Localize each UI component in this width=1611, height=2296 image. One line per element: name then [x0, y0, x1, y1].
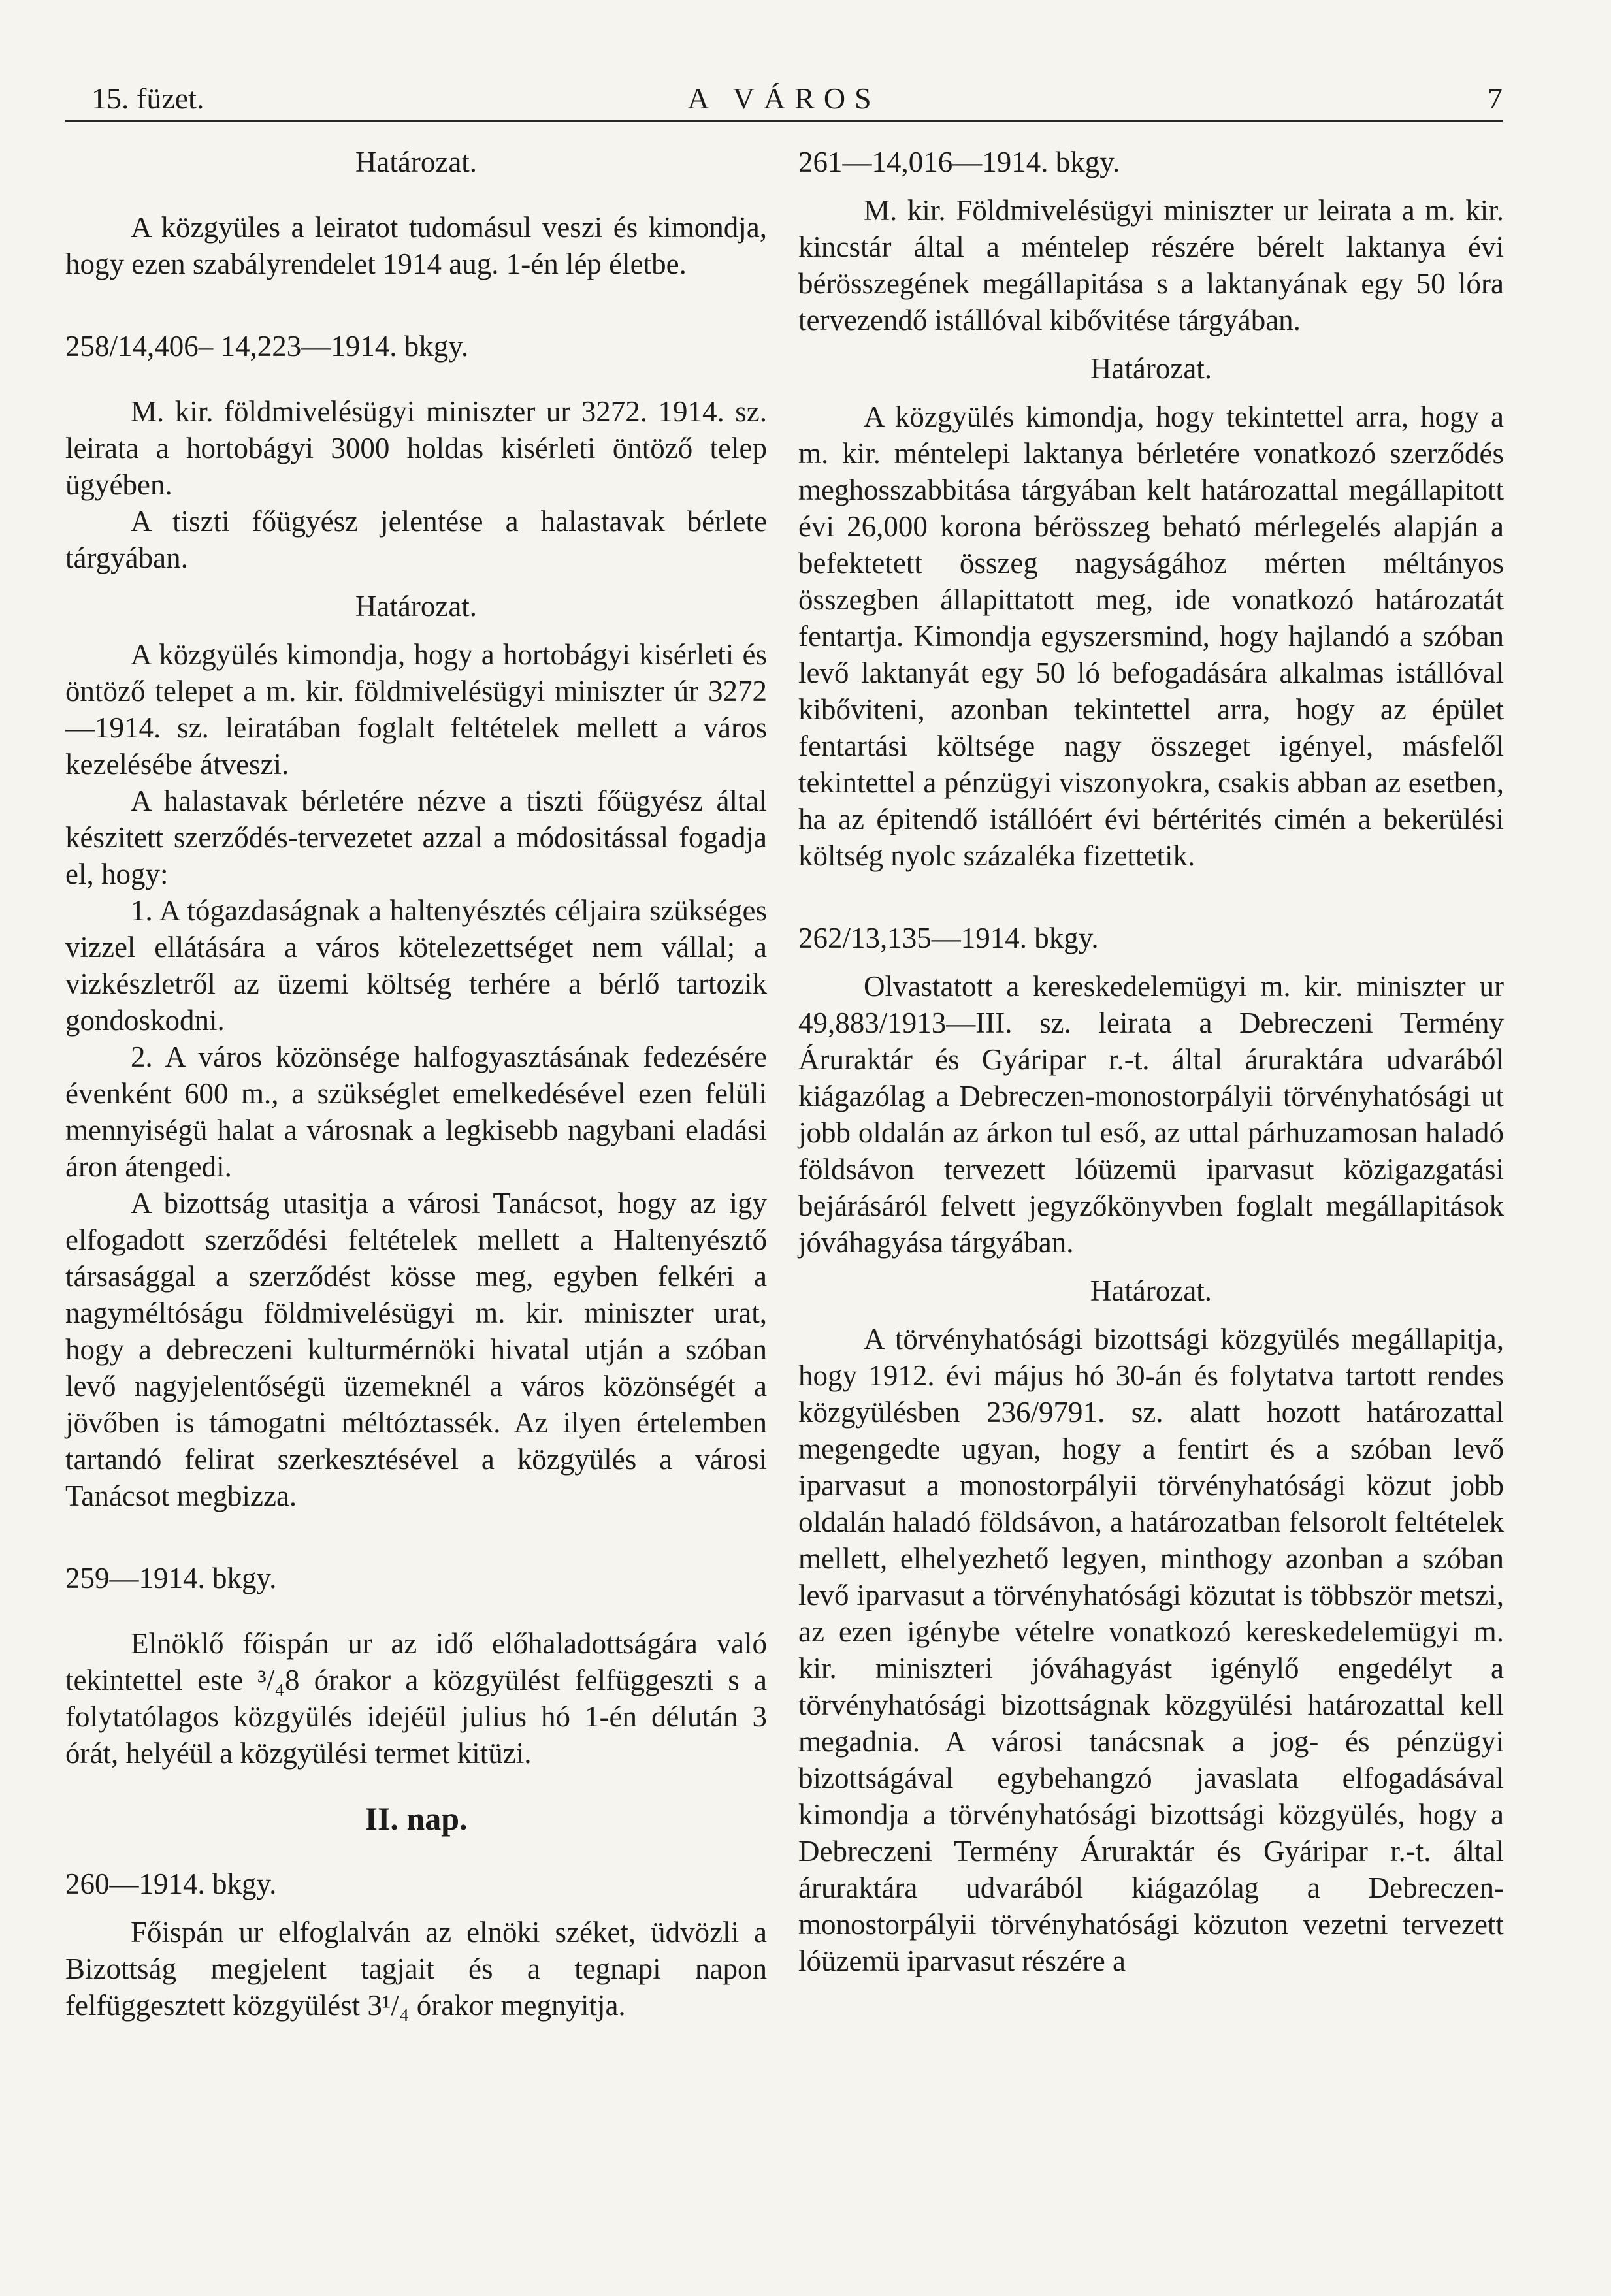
- paragraph: A tiszti főügyész jelentése a halastavak bérlete tárgyában.: [65, 505, 767, 574]
- paragraph: A közgyülés kimondja, hogy tekintettel arra, hogy a m. kir. méntelepi laktanya bérletére vonatkozó szerződés meghosszabbitása tárgyában kelt határozattal megállapitott évi 26,000 korona bérösszeg beható mérlegelés alapján a befektetett összeg nagyságához mérten méltányos összegben állapittatott meg, ide vonatkozó határozatát fentartja. Kimondja egyszersmind, hogy hajlandó a szóban levő laktanyát egy 50 ló befogadására alkalmas istállóval kibőviteni, azonban tekintettel arra, hogy az épület fentartási költsége nagy összeget igényel, másfelől tekintettel a pénzügyi viszonyokra, csakis abban az esetben, ha az épitendő istállóért évi bértérités cimén a bekerülési költség nyolc százaléka fizettetik.: [798, 400, 1504, 872]
- paragraph: A halastavak bérletére nézve a tiszti főügyész által készitett szerződés-tervezetet azzal a módositással fogadja el, hogy:: [65, 784, 767, 890]
- paragraph: M. kir. Földmivelésügyi miniszter ur leirata a m. kir. kincstár által a méntelep részére bérelt laktanya évi bérösszegének megállapitása s a laktanyának egy 50 lóra tervezendő istállóval kibővitése tárgyában.: [798, 194, 1504, 336]
- agenda-reference: 258/14,406– 14,223—1914. bkgy.: [65, 330, 469, 363]
- paragraph: Olvastatott a kereskedelemügyi m. kir. miniszter ur 49,883/1913—III. sz. leirata a Debreczeni Termény Áruraktár és Gyáripar r.-t. által áruraktára udvarából kiágazólag a Debreczen-monostorpályii törvényhatósági ut jobb oldalán az árkon tul eső, az uttal párhuzamosan haladó földsávon tervezett lóüzemü iparvasut közigazgatási bejárásáról felvett jegyzőkönyvben foglalt megállapitások jóváhagyása tárgyában.: [798, 970, 1504, 1259]
- paragraph: A törvényhatósági bizottsági közgyülés megállapitja, hogy 1912. évi május hó 30-án és folytatva tartott rendes közgyülésben 236/9791. sz. alatt hozott határozattal megengedte ugyan, hogy a fentirt és a szóban levő iparvasut a monostorpályii törvényhatósági közut jobb oldalán haladó földsávon, a határozatban felsorolt feltételek mellett, elhelyezhető legyen, minthogy azonban a szóban levő iparvasut a törvényhatósági közutat is többször metszi, az ezen igénybe vételre vonatkozó kereskedelemügyi m. kir. miniszteri jóváhagyást igénylő engedélyt a törvényhatósági bizottságnak közgyülési határozattal kell megadnia. A városi tanácsnak a jog- és pénzügyi bizottságával egybehangzó javaslata elfogadásával kimondja a törvényhatósági bizottsági közgyülés, hogy a Debreczeni Termény Áruraktár és Gyáripar r.-t. által áruraktára udvarából kiágazólag a Debreczen-monostorpályii törvényhatósági közuton vezetni tervezett lóüzemü iparvasut részére a: [798, 1323, 1504, 1977]
- day-heading: II. nap.: [365, 1800, 468, 1837]
- issue-number: 15. füzet.: [91, 82, 204, 115]
- agenda-reference: 261—14,016—1914. bkgy.: [798, 146, 1120, 178]
- paragraph: M. kir. földmivelésügyi miniszter ur 3272. 1914. sz. leirata a hortobágyi 3000 holdas kisérleti öntöző telep ügyében.: [65, 395, 767, 501]
- page-number: 7: [1488, 82, 1503, 115]
- section-heading: Határozat.: [1090, 1274, 1212, 1307]
- agenda-reference: 262/13,135—1914. bkgy.: [798, 922, 1099, 954]
- list-item: 1. A tógazdaságnak a haltenyésztés céljaira szükséges vizzel ellátására a város kötelezettséget nem vállal; a vizkészletről az üzemi költség terhére a bérlő tartozik gondoskodni.: [65, 894, 767, 1037]
- paragraph: A közgyülés kimondja, hogy a hortobágyi kisérleti és öntöző telepet a m. kir. földmivelésügyi miniszter úr 3272—1914. sz. leiratában foglalt feltételek mellett a város kezelésébe átveszi.: [65, 638, 767, 781]
- page-header: [65, 71, 1503, 122]
- section-heading: Határozat.: [1090, 352, 1212, 385]
- agenda-reference: 259—1914. bkgy.: [65, 1562, 277, 1594]
- paragraph: Főispán ur elfoglalván az elnöki széket, üdvözli a Bizottság megjelent tagjait és a tegnapi napon felfüggesztett közgyülést 3¹/₄ órakor megnyitja.: [65, 1916, 767, 2022]
- right-column: [798, 144, 1504, 1979]
- section-heading: Határozat.: [355, 590, 478, 623]
- journal-title: A VÁROS: [687, 82, 881, 115]
- agenda-reference: 260—1914. bkgy.: [65, 1868, 277, 1900]
- paragraph: A bizottság utasitja a városi Tanácsot, hogy az igy elfogadott szerződési feltételek mellett a Haltenyésztő társasággal a szerződést kösse meg, egyben felkéri a nagyméltóságu földmivelésügyi m. kir. miniszter urat, hogy a debreczeni kulturmérnöki hivatal utján a szóban levő nagyjelentőségü üzemeknél a város közönségét a jövőben is támogatni méltóztassék. Az ilyen értelemben tartandó felirat szerkesztésével a közgyülés a városi Tanácsot megbizza.: [65, 1187, 767, 1512]
- left-column: [65, 144, 767, 2024]
- list-item: 2. A város közönsége halfogyasztásának fedezésére évenként 600 m., a szükséglet emelkedésével ezen felüli mennyiségü halat a városnak a legkisebb nagybani eladási áron átengedi.: [65, 1041, 767, 1183]
- paragraph: A közgyüles a leiratot tudomásul veszi és kimondja, hogy ezen szabályrendelet 1914 aug. 1-én lép életbe.: [65, 211, 767, 280]
- paragraph: Elnöklő főispán ur az idő előhaladottságára való tekintettel este ³/₄8 órakor a közgyülést felfüggeszti s a folytatólagos közgyülés idejéül julius hó 1-én délután 3 órát, helyéül a közgyülési termet kitüzi.: [65, 1627, 767, 1770]
- section-heading: Határozat.: [355, 146, 478, 178]
